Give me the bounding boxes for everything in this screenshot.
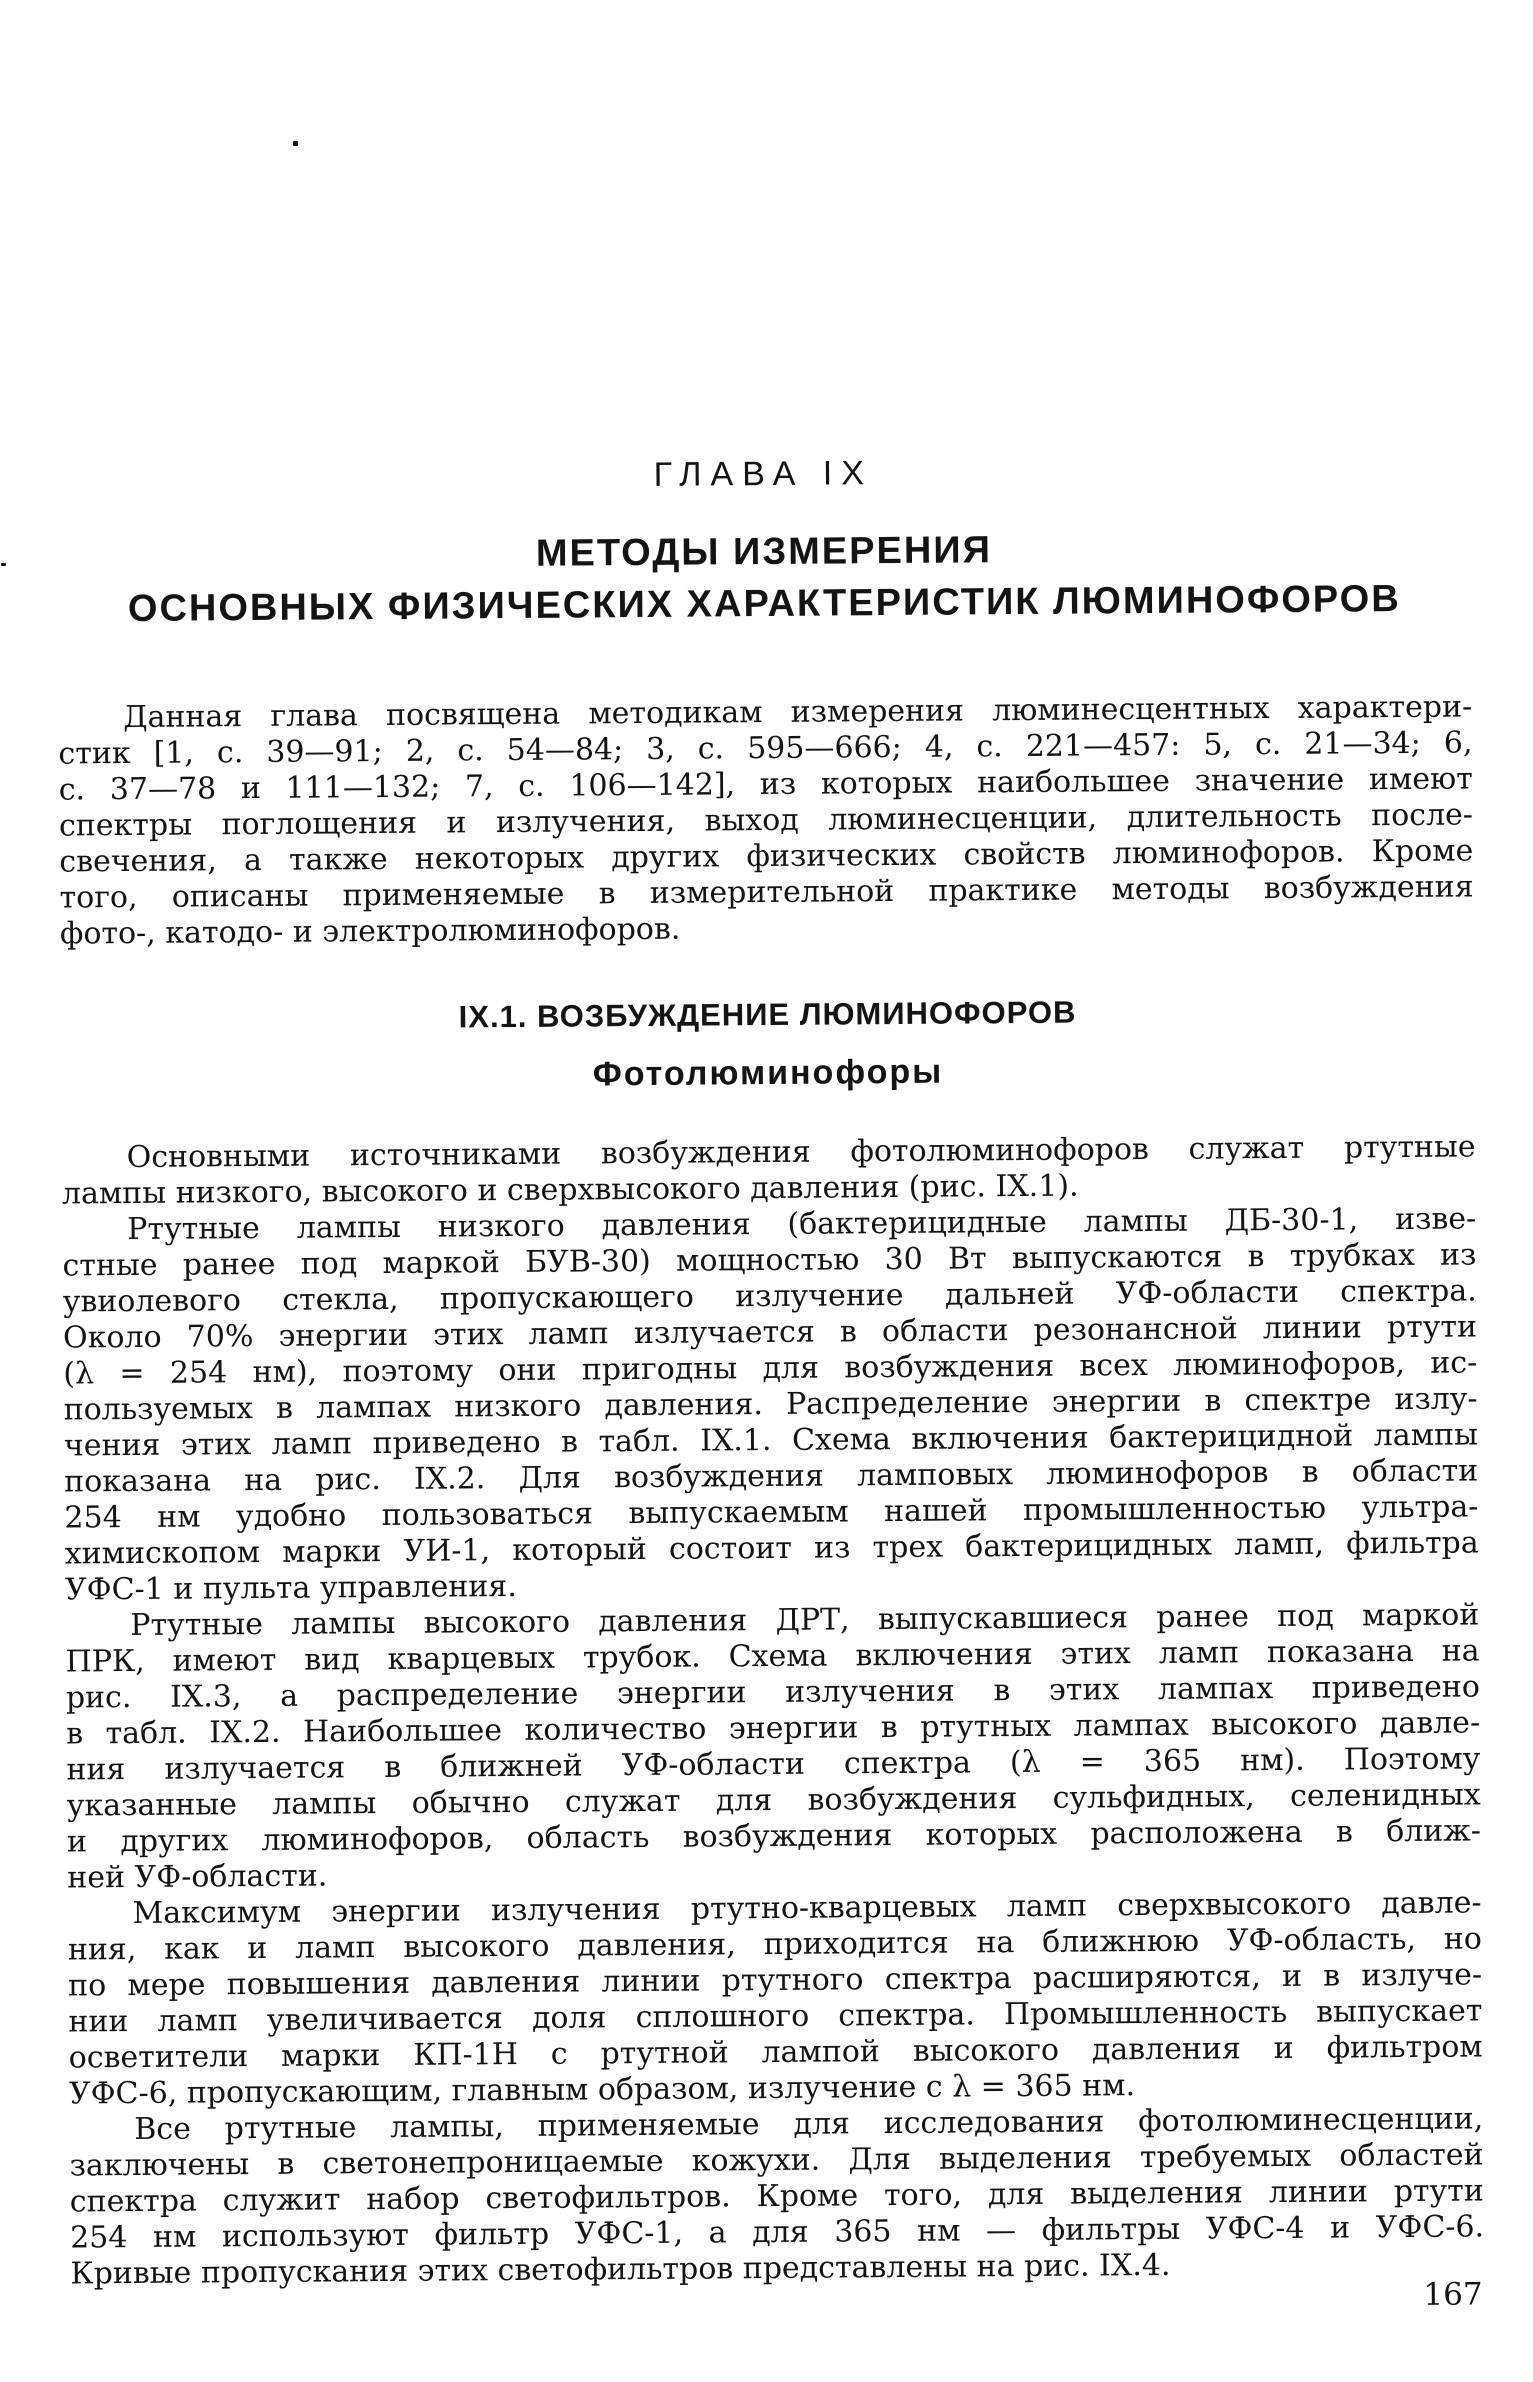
scan-speck	[1, 563, 6, 566]
text-line: стные ранее под маркой БУВ-30) мощностью 30 Вт выпускаются в трубках из	[62, 1237, 1477, 1284]
text-line: (λ = 254 нм), поэтому они пригодны для возбуждения всех люминофоров, ис-	[63, 1345, 1478, 1392]
text-line: осветители марки КП-1Н с ртутной лампой высокого давления и фильтром	[68, 2029, 1483, 2076]
chapter-label: ГЛАВА IX	[653, 454, 874, 494]
chapter-title-line-2: ОСНОВНЫХ ФИЗИЧЕСКИХ ХАРАКТЕРИСТИК ЛЮМИНОФОРОВ	[127, 578, 1401, 631]
text-line: 254 нм используют фильтр УФС-1, а для 365 нм — фильтры УФС-4 и УФС-6.	[69, 2209, 1485, 2256]
text-line: в табл. IX.2. Наибольшее количество энергии в ртутных лампах высокого давле-	[66, 1705, 1481, 1752]
chapter-title-line-1: МЕТОДЫ ИЗМЕРЕНИЯ	[535, 529, 993, 575]
text-line: ней УФ-области.	[67, 1858, 328, 1896]
text-line: спектры поглощения и излучения, выход люминесценции, длительность после-	[58, 797, 1474, 844]
body-paragraph	[65, 1597, 1481, 1896]
text-line: показана на рис. IX.2. Для возбуждения ламповых люминофоров в области	[64, 1453, 1479, 1500]
text-line: увиолевого стекла, пропускающего излучение дальней УФ-области спектра.	[62, 1273, 1477, 1320]
text-line: свечения, а также некоторых других физических свойств люминофоров. Кроме	[59, 833, 1474, 880]
body-paragraph	[67, 1885, 1483, 2112]
text-line: чения этих ламп приведено в табл. IX.1. Схема включения бактерицидной лампы	[63, 1417, 1479, 1464]
text-line: Данная глава посвящена методикам измерения люминесцентных характери-	[123, 689, 1473, 736]
text-line: УФС-6, пропускающим, главным образом, излучение с λ = 365 нм.	[68, 2068, 1136, 2112]
text-line: Основными источниками возбуждения фотолюминофоров служат ртутные	[126, 1129, 1476, 1176]
text-line: Около 70% энергии этих ламп излучается в области резонансной линии ртути	[62, 1309, 1478, 1356]
body-paragraph	[69, 2101, 1484, 2292]
text-line: указанные лампы обычно служат для возбуждения сульфидных, селенидных	[66, 1777, 1481, 1824]
text-line: химископом марки УИ-1, который состоит из трех бактерицидных ламп, фильтра	[64, 1525, 1479, 1572]
text-line: 254 нм удобно пользоваться выпускаемым нашей промышленностью ультра-	[64, 1489, 1479, 1536]
text-line: фото-, катодо- и электролюминофоров.	[59, 911, 681, 952]
text-line: по мере повышения давления линии ртутного спектра расширяются, и в излуче-	[68, 1957, 1483, 2004]
text-line: заключены в светонепроницаемые кожухи. Для выделения требуемых областей	[69, 2137, 1484, 2184]
text-line: рис. IX.3, а распределение энергии излучения в этих лампах приведено	[65, 1669, 1480, 1716]
subsection-heading: Фотолюминофоры	[592, 1052, 944, 1094]
text-line: ния излучается в ближней УФ-области спектра (λ = 365 нм). Поэтому	[66, 1741, 1481, 1788]
text-line: нии ламп увеличивается доля сплошного спектра. Промышленность выпускает	[68, 1993, 1483, 2040]
text-line: Максимум энергии излучения ртутно-кварцевых ламп сверхвысокого давле-	[132, 1885, 1482, 1932]
text-line: стик [1, с. 39—91; 2, с. 54—84; 3, с. 595—666; 4, с. 221—457: 5, с. 21—34; 6,	[58, 725, 1473, 772]
text-line: Все ртутные лампы, применяемые для исследования фотолюминесценции,	[134, 2101, 1484, 2148]
text-line: ПРК, имеют вид кварцевых трубок. Схема включения этих ламп показана на	[65, 1633, 1480, 1680]
text-line: спектра служит набор светофильтров. Кроме того, для выделения линии ртути	[69, 2173, 1484, 2220]
text-line: пользуемых в лампах низкого давления. Распределение энергии в спектре излу-	[63, 1381, 1478, 1428]
page-content	[53, 0, 1486, 2382]
text-line: и других люминофоров, область возбуждения которых расположена в ближ-	[66, 1813, 1482, 1860]
text-line: Ртутные лампы низкого давления (бактерицидные лампы ДБ-30-1, изве-	[127, 1201, 1477, 1248]
page-number: 167	[1423, 2276, 1483, 2313]
section-heading: IX.1. ВОЗБУЖДЕНИЕ ЛЮМИНОФОРОВ	[458, 994, 1077, 1035]
text-line: лампы низкого, высокого и сверхвысокого давления (рис. IX.1).	[61, 1168, 1079, 1212]
body-paragraph	[62, 1129, 1477, 1212]
body-paragraph	[62, 1201, 1479, 1608]
text-line: ния, как и ламп высокого давления, приходится на ближнюю УФ-область, но	[67, 1921, 1482, 1968]
text-line: с. 37—78 и 111—132; 7, с. 106—142], из которых наибольшее значение имеют	[58, 761, 1473, 808]
text-line: Ртутные лампы высокого давления ДРТ, выпускавшиеся ранее под маркой	[130, 1597, 1480, 1644]
text-line: Кривые пропускания этих светофильтров представлены на рис. IX.4.	[70, 2247, 1171, 2292]
text-line: того, описаны применяемые в измерительной практике методы возбуждения	[59, 869, 1474, 916]
text-line: УФС-1 и пульта управления.	[64, 1568, 517, 1608]
intro-paragraph	[58, 689, 1474, 952]
